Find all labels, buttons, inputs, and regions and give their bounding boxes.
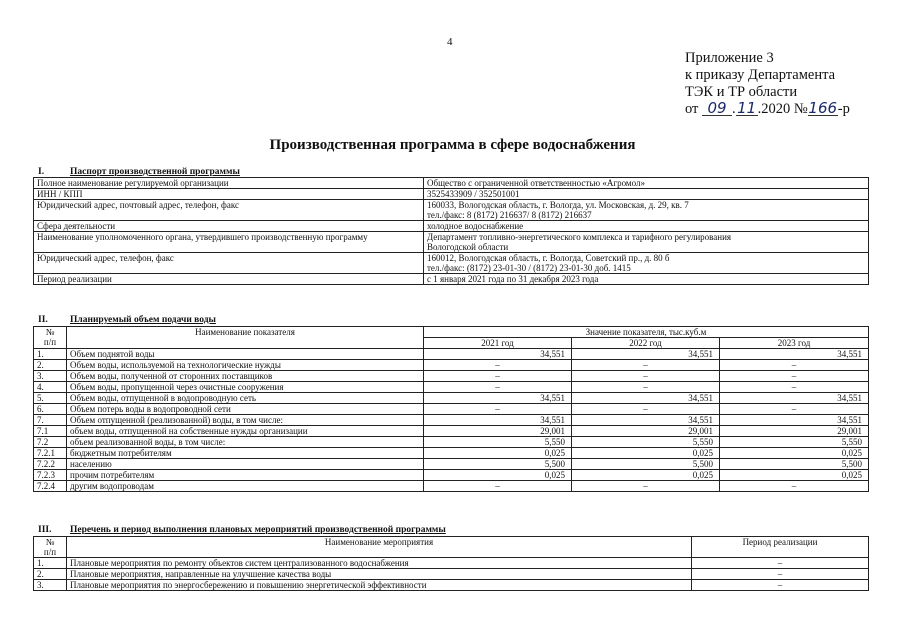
indicator-value: –: [720, 404, 869, 415]
row-number: 7.1: [34, 426, 67, 437]
appendix-line-3: ТЭК и ТР области: [685, 84, 798, 100]
indicator-value: 29,001: [572, 426, 720, 437]
indicator-name: объем реализованной воды, в том числе:: [67, 437, 424, 448]
indicator-value: 0,025: [720, 470, 869, 481]
indicator-value: –: [572, 360, 720, 371]
measure-period: –: [692, 580, 869, 591]
section-1-heading: [38, 167, 240, 177]
passport-value: [424, 274, 869, 285]
passport-label: Полное наименование регулируемой организации: [34, 178, 424, 189]
row-number: 3.: [34, 580, 67, 591]
indicator-value: –: [424, 382, 572, 393]
indicator-name: Объем потерь воды в водопроводной сети: [67, 404, 424, 415]
indicator-value: 34,551: [424, 349, 572, 360]
indicator-name: Объем отпущенной (реализованной) воды, в том числе:: [67, 415, 424, 426]
passport-label: ИНН / КПП: [34, 189, 424, 200]
date-day-handwritten: 09: [702, 101, 732, 116]
section-1-title: Паспорт производственной программы: [70, 167, 240, 177]
passport-value-line: с 1 января 2021 года по 31 декабря 2023 года: [427, 274, 599, 284]
indicator-value: 5,500: [720, 459, 869, 470]
section-3-number: III.: [38, 525, 52, 535]
row-number: 4.: [34, 382, 67, 393]
passport-value-line: тел./факс: 8 (8172) 216637/ 8 (8172) 216637: [427, 210, 592, 220]
row-number: 2.: [34, 569, 67, 580]
indicator-name: Объем воды, используемой на технологические нужды: [67, 360, 424, 371]
passport-value: [424, 221, 869, 232]
indicator-value: 5,550: [424, 437, 572, 448]
indicator-value: 0,025: [424, 470, 572, 481]
row-number: 7.2: [34, 437, 67, 448]
table-row: [34, 415, 869, 426]
order-number-handwritten: 166: [808, 99, 838, 117]
passport-value-line: 160012, Вологодская область, г. Вологда, Советский пр., д. 80 б: [427, 253, 670, 263]
column-header-year-2022: 2022 год: [572, 338, 720, 349]
indicator-name: прочим потребителям: [67, 470, 424, 481]
indicator-value: –: [424, 404, 572, 415]
order-suffix: -р: [837, 101, 850, 117]
indicator-value: –: [720, 371, 869, 382]
indicator-value: –: [720, 481, 869, 492]
table-row: [34, 459, 869, 470]
table-row: [34, 393, 869, 404]
passport-value-line: 3525433909 / 352501001: [427, 189, 520, 199]
section-1-number: I.: [38, 167, 45, 177]
date-month-handwritten: 11: [737, 99, 757, 117]
indicator-value: 0,025: [424, 448, 572, 459]
table-row: [34, 404, 869, 415]
indicator-value: –: [572, 382, 720, 393]
indicator-value: 0,025: [572, 448, 720, 459]
indicator-value: –: [424, 481, 572, 492]
indicator-name: другим водопроводам: [67, 481, 424, 492]
passport-value-line: Департамент топливно-энергетического комплекса и тарифного регулирования: [427, 232, 732, 242]
table-row: [34, 178, 869, 189]
passport-value-line: холодное водоснабжение: [427, 221, 524, 231]
table-row: [34, 360, 869, 371]
passport-label: Юридический адрес, почтовый адрес, телефон, факс: [34, 200, 424, 221]
indicator-value: 5,550: [720, 437, 869, 448]
measure-name: Плановые мероприятия по энергосбережению и повышению энергетической эффективности: [67, 580, 692, 591]
appendix-line-2: к приказу Департамента: [685, 67, 836, 83]
date-prefix: от: [685, 101, 699, 117]
passport-value-line: Вологодской области: [427, 242, 509, 252]
passport-value-line: 160033, Вологодская область, г. Вологда, ул. Московская, д. 29, кв. 7: [427, 200, 689, 210]
passport-label: Период реализации: [34, 274, 424, 285]
row-number: 6.: [34, 404, 67, 415]
measure-period: –: [692, 558, 869, 569]
row-number: 2.: [34, 360, 67, 371]
column-header-period: Период реализации: [692, 537, 869, 558]
indicator-name: населению: [67, 459, 424, 470]
row-number: 5.: [34, 393, 67, 404]
measures-table: [33, 536, 869, 591]
column-header-name: Наименование показателя: [67, 327, 424, 349]
row-number: 3.: [34, 371, 67, 382]
section-2-heading: [38, 315, 216, 325]
column-header-measure: Наименование мероприятия: [67, 537, 692, 558]
indicator-name: Объем воды, пропущенной через очистные сооружения: [67, 382, 424, 393]
section-2-number: II.: [38, 315, 48, 325]
row-number: 7.2.2: [34, 459, 67, 470]
table-row: [34, 189, 869, 200]
row-number: 7.2.3: [34, 470, 67, 481]
table-row: [34, 448, 869, 459]
indicator-value: 34,551: [720, 415, 869, 426]
appendix-block: [685, 50, 850, 118]
indicator-value: 0,025: [720, 448, 869, 459]
indicator-value: –: [424, 360, 572, 371]
indicator-value: –: [720, 360, 869, 371]
indicator-value: 34,551: [572, 349, 720, 360]
passport-label: Юридический адрес, телефон, факс: [34, 253, 424, 274]
indicator-value: –: [720, 382, 869, 393]
passport-value: [424, 178, 869, 189]
indicator-value: 5,500: [424, 459, 572, 470]
indicator-name: Объем поднятой воды: [67, 349, 424, 360]
water-volume-table: [33, 326, 869, 492]
passport-value: [424, 189, 869, 200]
row-number: 1.: [34, 349, 67, 360]
date-year: .2020 №: [757, 101, 808, 117]
indicator-name: объем воды, отпущенной на собственные нужды организации: [67, 426, 424, 437]
indicator-value: 29,001: [424, 426, 572, 437]
row-number: 7.2.1: [34, 448, 67, 459]
table-row: [34, 470, 869, 481]
indicator-name: Объем воды, полученной от сторонних поставщиков: [67, 371, 424, 382]
column-header-year-2023: 2023 год: [720, 338, 869, 349]
passport-value: [424, 232, 869, 253]
appendix-date-line: [685, 101, 850, 118]
passport-value: [424, 200, 869, 221]
indicator-value: –: [572, 404, 720, 415]
indicator-value: 34,551: [720, 393, 869, 404]
table-row: [34, 349, 869, 360]
table-row: [34, 580, 869, 591]
column-header-num: № п/п: [34, 327, 67, 349]
indicator-name: бюджетным потребителям: [67, 448, 424, 459]
column-header-value: Значение показателя, тыс.куб.м: [424, 327, 869, 338]
indicator-value: –: [572, 481, 720, 492]
indicator-value: 5,550: [572, 437, 720, 448]
indicator-value: 34,551: [572, 393, 720, 404]
table-row: [34, 371, 869, 382]
indicator-value: 29,001: [720, 426, 869, 437]
row-number: 7.: [34, 415, 67, 426]
indicator-value: 34,551: [720, 349, 869, 360]
passport-value: [424, 253, 869, 274]
document-title: Производственная программа в сфере водоснабжения: [269, 137, 636, 153]
column-header-year-2021: 2021 год: [424, 338, 572, 349]
passport-label: Сфера деятельности: [34, 221, 424, 232]
table-row: [34, 569, 869, 580]
table-row: [34, 426, 869, 437]
passport-table: [33, 177, 869, 285]
appendix-line-1: Приложение 3: [685, 50, 774, 66]
table-row: [34, 253, 869, 274]
row-number: 1.: [34, 558, 67, 569]
date-separator: .: [732, 101, 736, 117]
table-row: [34, 382, 869, 393]
section-3-title: Перечень и период выполнения плановых мероприятий производственной программы: [70, 525, 446, 535]
indicator-value: 34,551: [572, 415, 720, 426]
measure-name: Плановые мероприятия, направленные на улучшение качества воды: [67, 569, 692, 580]
column-header-num: № п/п: [34, 537, 67, 558]
table-row: [34, 221, 869, 232]
indicator-value: –: [424, 371, 572, 382]
measure-name: Плановые мероприятия по ремонту объектов систем централизованного водоснабжения: [67, 558, 692, 569]
indicator-value: 34,551: [424, 393, 572, 404]
passport-value-line: Общество с ограниченной ответственностью «Агромол»: [427, 178, 645, 188]
table-row: [34, 200, 869, 221]
table-row: [34, 481, 869, 492]
measure-period: –: [692, 569, 869, 580]
table-row: [34, 274, 869, 285]
table-row: [34, 232, 869, 253]
table-row: [34, 558, 869, 569]
table-row: [34, 437, 869, 448]
indicator-value: 34,551: [424, 415, 572, 426]
indicator-value: –: [572, 371, 720, 382]
section-2-title: Планируемый объем подачи воды: [70, 315, 216, 325]
page-number: 4: [447, 36, 453, 48]
section-3-heading: [38, 525, 446, 535]
indicator-name: Объем воды, отпущенной в водопроводную сеть: [67, 393, 424, 404]
indicator-value: 5,500: [572, 459, 720, 470]
passport-label: Наименование уполномоченного органа, утвердившего производственную программу: [34, 232, 424, 253]
row-number: 7.2.4: [34, 481, 67, 492]
passport-value-line: тел./факс: (8172) 23-01-30 / (8172) 23-01-30 доб. 1415: [427, 263, 631, 273]
indicator-value: 0,025: [572, 470, 720, 481]
